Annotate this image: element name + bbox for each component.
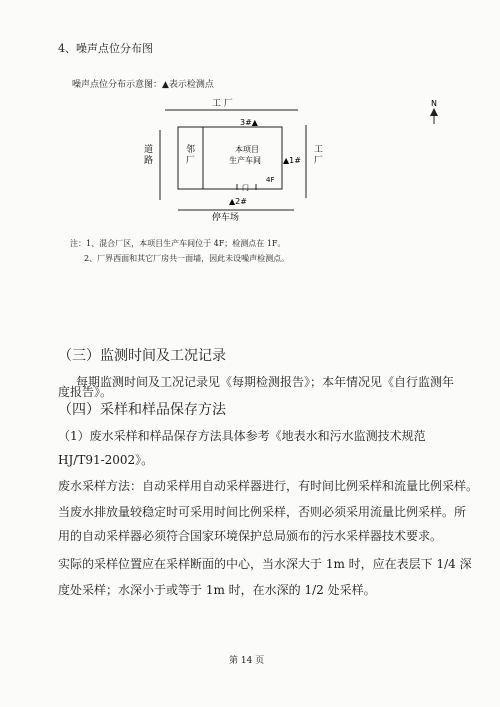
neighbor-label-2: 厂 <box>186 156 196 166</box>
north-label: N <box>431 99 437 108</box>
diagram-caption: 噪声点位分布示意图：▲表示检测点 <box>72 80 214 90</box>
section-4-line-3: 废水采样方法：自动采样用自动采样器进行，有时间比例采样和流量比例采样。 <box>58 479 479 493</box>
section-4-line-5: 用的自动采样器必须符合国家环境保护总局颁布的污水采样器技术要求。 <box>58 529 443 543</box>
factory-top-label: 工 厂 <box>212 99 233 109</box>
section-4-line-2: HJ/T91-2002》。 <box>58 453 154 467</box>
page-number: 第 14 页 <box>229 656 265 666</box>
section-4-title: （四）采样和样品保存方法 <box>58 402 226 418</box>
project-label-1: 本项目 <box>235 145 259 154</box>
factory-right-label-2: 厂 <box>314 156 324 166</box>
section-4-line-4: 当废水排放量较稳定时可采用时间比例采样，否则必须采用流量比例采样。所 <box>58 505 467 519</box>
section-3-title: （三）监测时间及工况记录 <box>58 348 226 364</box>
road-label-1: 道 <box>144 145 154 155</box>
diagram-note-2: 2、厂界西面和其它厂房共一面墙，因此未设噪声检测点。 <box>84 254 290 263</box>
project-label-2: 生产车间 <box>229 156 261 165</box>
factory-right-label-1: 工 <box>314 145 324 155</box>
point-1: ▲1# <box>283 156 301 165</box>
diagram-note-1: 注：1、混合厂区，本项目生产车间位于 4F；检测点在 1F。 <box>70 239 286 248</box>
point-2: ▲2# <box>229 197 247 206</box>
door-label: 门 <box>242 184 249 192</box>
section-3-line-1: 每期监测时间及工况记录见《每期检测报告》；本年情况见《自行监测年 <box>76 375 455 389</box>
section-4-line-7: 度处采样；水深小于或等于 1m 时，在水深的 1/2 处采样。 <box>58 583 376 597</box>
floor-label: 4F <box>266 176 275 184</box>
neighbor-label-1: 邻 <box>186 145 196 155</box>
parking-label: 停车场 <box>212 213 240 223</box>
section-3-line-2: 度报告》。 <box>58 385 113 399</box>
point-3: 3#▲ <box>240 118 258 127</box>
section-heading-4: 4、噪声点位分布图 <box>58 42 153 55</box>
road-label-2: 路 <box>144 156 154 166</box>
section-4-line-1: （1）废水采样和样品保存方法具体参考《地表水和污水监测技术规范 <box>58 429 426 443</box>
section-4-line-6: 实际的采样位置应在采样断面的中心，当水深大于 1m 时，应在表层下 1/4 深 <box>58 557 472 571</box>
